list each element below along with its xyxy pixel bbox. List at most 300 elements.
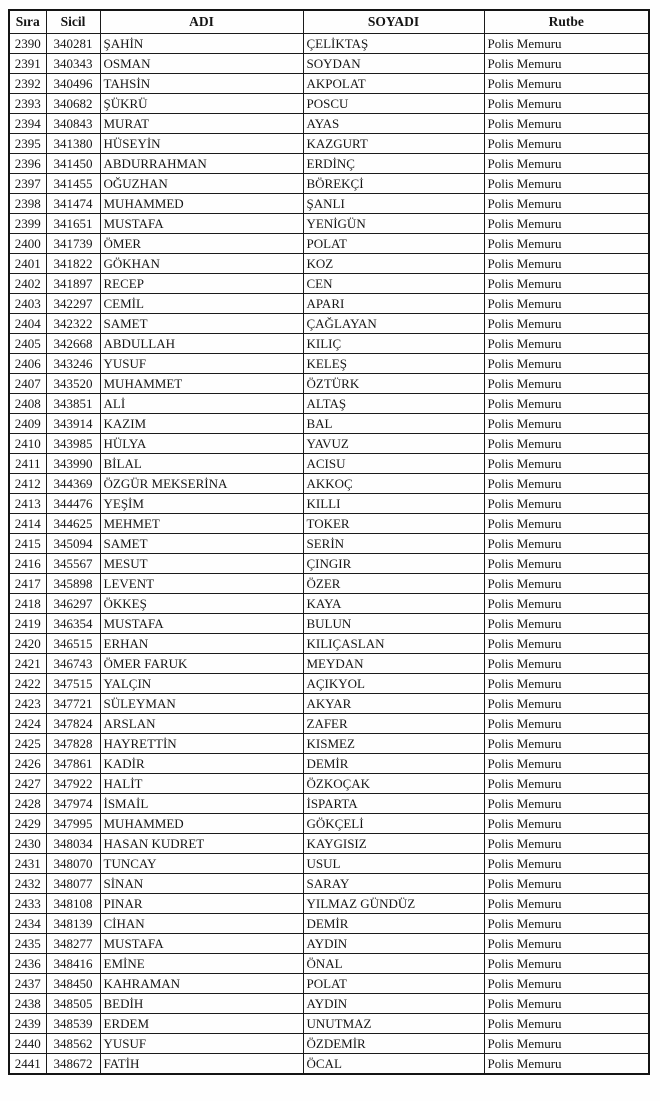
- cell-sira: 2426: [9, 754, 46, 774]
- cell-rutbe: Polis Memuru: [484, 794, 649, 814]
- cell-rutbe: Polis Memuru: [484, 774, 649, 794]
- cell-adi: MUSTAFA: [100, 214, 303, 234]
- cell-rutbe: Polis Memuru: [484, 74, 649, 94]
- table-row: [9, 354, 649, 374]
- table-row: [9, 1054, 649, 1075]
- table-row: [9, 314, 649, 334]
- table-row: [9, 454, 649, 474]
- table-row: [9, 714, 649, 734]
- cell-soyadi: AKPOLAT: [303, 74, 484, 94]
- cell-soyadi: KILIÇ: [303, 334, 484, 354]
- cell-sicil: 344369: [46, 474, 100, 494]
- cell-sira: 2402: [9, 274, 46, 294]
- cell-soyadi: ÇINGIR: [303, 554, 484, 574]
- cell-rutbe: Polis Memuru: [484, 54, 649, 74]
- cell-sicil: 348672: [46, 1054, 100, 1075]
- cell-rutbe: Polis Memuru: [484, 114, 649, 134]
- table-row: [9, 834, 649, 854]
- table-row: [9, 194, 649, 214]
- cell-soyadi: KAYGISIZ: [303, 834, 484, 854]
- cell-adi: MUHAMMET: [100, 374, 303, 394]
- cell-sicil: 344625: [46, 514, 100, 534]
- cell-adi: ŞÜKRÜ: [100, 94, 303, 114]
- cell-adi: MUHAMMED: [100, 194, 303, 214]
- cell-rutbe: Polis Memuru: [484, 994, 649, 1014]
- cell-soyadi: ZAFER: [303, 714, 484, 734]
- cell-soyadi: AÇIKYOL: [303, 674, 484, 694]
- cell-sicil: 346354: [46, 614, 100, 634]
- cell-soyadi: ÖZTÜRK: [303, 374, 484, 394]
- cell-adi: SAMET: [100, 534, 303, 554]
- cell-adi: MEHMET: [100, 514, 303, 534]
- table-row: [9, 1014, 649, 1034]
- cell-soyadi: İSPARTA: [303, 794, 484, 814]
- table-row: [9, 794, 649, 814]
- cell-rutbe: Polis Memuru: [484, 194, 649, 214]
- cell-soyadi: APARI: [303, 294, 484, 314]
- cell-rutbe: Polis Memuru: [484, 594, 649, 614]
- cell-soyadi: SARAY: [303, 874, 484, 894]
- cell-sira: 2398: [9, 194, 46, 214]
- table-row: [9, 414, 649, 434]
- cell-adi: GÖKHAN: [100, 254, 303, 274]
- cell-sicil: 348277: [46, 934, 100, 954]
- cell-rutbe: Polis Memuru: [484, 334, 649, 354]
- cell-rutbe: Polis Memuru: [484, 314, 649, 334]
- cell-rutbe: Polis Memuru: [484, 374, 649, 394]
- column-header-soyadi: SOYADI: [303, 10, 484, 34]
- cell-soyadi: ÖZER: [303, 574, 484, 594]
- table-row: [9, 674, 649, 694]
- cell-soyadi: USUL: [303, 854, 484, 874]
- table-row: [9, 594, 649, 614]
- cell-rutbe: Polis Memuru: [484, 234, 649, 254]
- cell-soyadi: KELEŞ: [303, 354, 484, 374]
- cell-sira: 2400: [9, 234, 46, 254]
- cell-adi: ERHAN: [100, 634, 303, 654]
- cell-soyadi: ÖNAL: [303, 954, 484, 974]
- cell-rutbe: Polis Memuru: [484, 894, 649, 914]
- table-row: [9, 474, 649, 494]
- cell-soyadi: ÇAĞLAYAN: [303, 314, 484, 334]
- table-row: [9, 134, 649, 154]
- cell-soyadi: AKYAR: [303, 694, 484, 714]
- cell-soyadi: YILMAZ GÜNDÜZ: [303, 894, 484, 914]
- cell-sira: 2412: [9, 474, 46, 494]
- cell-rutbe: Polis Memuru: [484, 834, 649, 854]
- cell-soyadi: KILLI: [303, 494, 484, 514]
- cell-adi: ABDULLAH: [100, 334, 303, 354]
- cell-adi: EMİNE: [100, 954, 303, 974]
- cell-adi: CİHAN: [100, 914, 303, 934]
- cell-sira: 2391: [9, 54, 46, 74]
- table-body: [9, 34, 649, 1075]
- cell-soyadi: KAZGURT: [303, 134, 484, 154]
- cell-sira: 2430: [9, 834, 46, 854]
- cell-sicil: 343520: [46, 374, 100, 394]
- table-row: [9, 514, 649, 534]
- cell-soyadi: SERİN: [303, 534, 484, 554]
- cell-sicil: 344476: [46, 494, 100, 514]
- cell-rutbe: Polis Memuru: [484, 814, 649, 834]
- cell-soyadi: ACISU: [303, 454, 484, 474]
- cell-rutbe: Polis Memuru: [484, 914, 649, 934]
- cell-sicil: 346515: [46, 634, 100, 654]
- cell-soyadi: POSCU: [303, 94, 484, 114]
- cell-soyadi: DEMİR: [303, 754, 484, 774]
- cell-sira: 2434: [9, 914, 46, 934]
- cell-soyadi: KILIÇASLAN: [303, 634, 484, 654]
- cell-adi: SÜLEYMAN: [100, 694, 303, 714]
- cell-adi: YEŞİM: [100, 494, 303, 514]
- table-row: [9, 774, 649, 794]
- cell-soyadi: POLAT: [303, 234, 484, 254]
- cell-soyadi: ÇELİKTAŞ: [303, 34, 484, 54]
- cell-rutbe: Polis Memuru: [484, 674, 649, 694]
- cell-soyadi: ERDİNÇ: [303, 154, 484, 174]
- cell-rutbe: Polis Memuru: [484, 274, 649, 294]
- cell-sira: 2437: [9, 974, 46, 994]
- cell-adi: YUSUF: [100, 1034, 303, 1054]
- cell-sira: 2425: [9, 734, 46, 754]
- cell-rutbe: Polis Memuru: [484, 1034, 649, 1054]
- cell-rutbe: Polis Memuru: [484, 614, 649, 634]
- table-row: [9, 734, 649, 754]
- cell-adi: HAYRETTİN: [100, 734, 303, 754]
- cell-soyadi: KOZ: [303, 254, 484, 274]
- cell-sicil: 348450: [46, 974, 100, 994]
- cell-adi: SİNAN: [100, 874, 303, 894]
- cell-soyadi: DEMİR: [303, 914, 484, 934]
- cell-sicil: 341380: [46, 134, 100, 154]
- table-row: [9, 634, 649, 654]
- cell-sicil: 348077: [46, 874, 100, 894]
- cell-adi: OĞUZHAN: [100, 174, 303, 194]
- cell-soyadi: UNUTMAZ: [303, 1014, 484, 1034]
- cell-soyadi: SOYDAN: [303, 54, 484, 74]
- cell-sicil: 346297: [46, 594, 100, 614]
- cell-soyadi: GÖKÇELİ: [303, 814, 484, 834]
- table-row: [9, 994, 649, 1014]
- cell-adi: ABDURRAHMAN: [100, 154, 303, 174]
- cell-rutbe: Polis Memuru: [484, 1054, 649, 1075]
- cell-rutbe: Polis Memuru: [484, 414, 649, 434]
- cell-sicil: 347974: [46, 794, 100, 814]
- cell-rutbe: Polis Memuru: [484, 434, 649, 454]
- table-row: [9, 394, 649, 414]
- cell-adi: ARSLAN: [100, 714, 303, 734]
- cell-adi: MURAT: [100, 114, 303, 134]
- cell-sicil: 345567: [46, 554, 100, 574]
- cell-sira: 2431: [9, 854, 46, 874]
- cell-sicil: 347828: [46, 734, 100, 754]
- cell-sira: 2424: [9, 714, 46, 734]
- cell-sira: 2403: [9, 294, 46, 314]
- table-row: [9, 534, 649, 554]
- table-row: [9, 574, 649, 594]
- table-row: [9, 614, 649, 634]
- table-row: [9, 74, 649, 94]
- cell-sira: 2432: [9, 874, 46, 894]
- cell-rutbe: Polis Memuru: [484, 954, 649, 974]
- cell-sicil: 340281: [46, 34, 100, 54]
- cell-rutbe: Polis Memuru: [484, 154, 649, 174]
- cell-sicil: 341897: [46, 274, 100, 294]
- table-row: [9, 494, 649, 514]
- cell-sicil: 341474: [46, 194, 100, 214]
- cell-sicil: 348034: [46, 834, 100, 854]
- table-row: [9, 94, 649, 114]
- cell-rutbe: Polis Memuru: [484, 654, 649, 674]
- cell-sicil: 343985: [46, 434, 100, 454]
- cell-rutbe: Polis Memuru: [484, 294, 649, 314]
- cell-sicil: 340682: [46, 94, 100, 114]
- cell-rutbe: Polis Memuru: [484, 974, 649, 994]
- cell-sira: 2397: [9, 174, 46, 194]
- table-row: [9, 954, 649, 974]
- cell-rutbe: Polis Memuru: [484, 934, 649, 954]
- cell-soyadi: MEYDAN: [303, 654, 484, 674]
- cell-sira: 2416: [9, 554, 46, 574]
- table-row: [9, 294, 649, 314]
- cell-rutbe: Polis Memuru: [484, 1014, 649, 1034]
- cell-sira: 2410: [9, 434, 46, 454]
- cell-sicil: 346743: [46, 654, 100, 674]
- cell-sira: 2407: [9, 374, 46, 394]
- cell-soyadi: YENİGÜN: [303, 214, 484, 234]
- cell-adi: LEVENT: [100, 574, 303, 594]
- table-row: [9, 654, 649, 674]
- cell-soyadi: AKKOÇ: [303, 474, 484, 494]
- cell-sicil: 342668: [46, 334, 100, 354]
- cell-sira: 2393: [9, 94, 46, 114]
- cell-adi: PINAR: [100, 894, 303, 914]
- cell-sira: 2435: [9, 934, 46, 954]
- cell-adi: HASAN KUDRET: [100, 834, 303, 854]
- cell-soyadi: BAL: [303, 414, 484, 434]
- cell-adi: BİLAL: [100, 454, 303, 474]
- cell-rutbe: Polis Memuru: [484, 494, 649, 514]
- table-row: [9, 914, 649, 934]
- cell-adi: ÖMER FARUK: [100, 654, 303, 674]
- table-row: [9, 154, 649, 174]
- cell-rutbe: Polis Memuru: [484, 694, 649, 714]
- cell-soyadi: BÖREKÇİ: [303, 174, 484, 194]
- cell-sira: 2419: [9, 614, 46, 634]
- table-row: [9, 1034, 649, 1054]
- cell-rutbe: Polis Memuru: [484, 534, 649, 554]
- cell-sira: 2423: [9, 694, 46, 714]
- cell-adi: MESUT: [100, 554, 303, 574]
- cell-rutbe: Polis Memuru: [484, 474, 649, 494]
- cell-adi: SAMET: [100, 314, 303, 334]
- cell-sicil: 342297: [46, 294, 100, 314]
- table-row: [9, 174, 649, 194]
- cell-sira: 2428: [9, 794, 46, 814]
- table-row: [9, 374, 649, 394]
- cell-sira: 2406: [9, 354, 46, 374]
- cell-rutbe: Polis Memuru: [484, 574, 649, 594]
- cell-sicil: 341651: [46, 214, 100, 234]
- cell-sicil: 348139: [46, 914, 100, 934]
- cell-rutbe: Polis Memuru: [484, 754, 649, 774]
- cell-sira: 2390: [9, 34, 46, 54]
- cell-sira: 2438: [9, 994, 46, 1014]
- cell-soyadi: BULUN: [303, 614, 484, 634]
- cell-soyadi: ÖZKOÇAK: [303, 774, 484, 794]
- cell-adi: ALİ: [100, 394, 303, 414]
- cell-sicil: 343914: [46, 414, 100, 434]
- cell-sira: 2418: [9, 594, 46, 614]
- cell-sira: 2395: [9, 134, 46, 154]
- cell-sicil: 343990: [46, 454, 100, 474]
- cell-soyadi: YAVUZ: [303, 434, 484, 454]
- cell-sicil: 347861: [46, 754, 100, 774]
- cell-sira: 2441: [9, 1054, 46, 1075]
- cell-adi: MUSTAFA: [100, 934, 303, 954]
- table-header-row: [9, 10, 649, 34]
- cell-sicil: 340843: [46, 114, 100, 134]
- table-row: [9, 34, 649, 54]
- cell-sira: 2405: [9, 334, 46, 354]
- cell-adi: CEMİL: [100, 294, 303, 314]
- cell-sicil: 340343: [46, 54, 100, 74]
- cell-adi: KAHRAMAN: [100, 974, 303, 994]
- cell-adi: ÖMER: [100, 234, 303, 254]
- cell-adi: ÖKKEŞ: [100, 594, 303, 614]
- cell-sira: 2413: [9, 494, 46, 514]
- table-row: [9, 234, 649, 254]
- cell-sira: 2427: [9, 774, 46, 794]
- table-row: [9, 434, 649, 454]
- cell-adi: YALÇIN: [100, 674, 303, 694]
- cell-sira: 2401: [9, 254, 46, 274]
- table-row: [9, 54, 649, 74]
- cell-sira: 2433: [9, 894, 46, 914]
- column-header-adi: ADI: [100, 10, 303, 34]
- column-header-sicil: Sicil: [46, 10, 100, 34]
- table-row: [9, 894, 649, 914]
- table-row: [9, 554, 649, 574]
- cell-sira: 2408: [9, 394, 46, 414]
- cell-sira: 2411: [9, 454, 46, 474]
- cell-adi: HÜSEYİN: [100, 134, 303, 154]
- cell-sira: 2440: [9, 1034, 46, 1054]
- cell-soyadi: ÖZDEMİR: [303, 1034, 484, 1054]
- cell-sira: 2392: [9, 74, 46, 94]
- cell-rutbe: Polis Memuru: [484, 34, 649, 54]
- cell-sicil: 342322: [46, 314, 100, 334]
- cell-adi: RECEP: [100, 274, 303, 294]
- cell-adi: MUSTAFA: [100, 614, 303, 634]
- cell-sicil: 348539: [46, 1014, 100, 1034]
- cell-sicil: 347995: [46, 814, 100, 834]
- cell-adi: HÜLYA: [100, 434, 303, 454]
- table-row: [9, 874, 649, 894]
- cell-soyadi: CEN: [303, 274, 484, 294]
- cell-soyadi: TOKER: [303, 514, 484, 534]
- table-row: [9, 694, 649, 714]
- cell-sicil: 347515: [46, 674, 100, 694]
- cell-adi: BEDİH: [100, 994, 303, 1014]
- cell-adi: MUHAMMED: [100, 814, 303, 834]
- cell-soyadi: ÖCAL: [303, 1054, 484, 1075]
- cell-rutbe: Polis Memuru: [484, 874, 649, 894]
- cell-adi: ERDEM: [100, 1014, 303, 1034]
- cell-soyadi: POLAT: [303, 974, 484, 994]
- cell-adi: TUNCAY: [100, 854, 303, 874]
- table-row: [9, 274, 649, 294]
- cell-sira: 2414: [9, 514, 46, 534]
- cell-rutbe: Polis Memuru: [484, 94, 649, 114]
- cell-rutbe: Polis Memuru: [484, 454, 649, 474]
- cell-adi: OSMAN: [100, 54, 303, 74]
- cell-sicil: 341450: [46, 154, 100, 174]
- column-header-sira: Sıra: [9, 10, 46, 34]
- cell-sira: 2439: [9, 1014, 46, 1034]
- cell-sira: 2394: [9, 114, 46, 134]
- cell-soyadi: AYDIN: [303, 934, 484, 954]
- cell-rutbe: Polis Memuru: [484, 354, 649, 374]
- column-header-rutbe: Rutbe: [484, 10, 649, 34]
- cell-sicil: 348505: [46, 994, 100, 1014]
- cell-rutbe: Polis Memuru: [484, 254, 649, 274]
- cell-sira: 2436: [9, 954, 46, 974]
- cell-sira: 2409: [9, 414, 46, 434]
- cell-rutbe: Polis Memuru: [484, 174, 649, 194]
- table-row: [9, 214, 649, 234]
- cell-adi: KADİR: [100, 754, 303, 774]
- cell-sira: 2429: [9, 814, 46, 834]
- table-row: [9, 974, 649, 994]
- cell-rutbe: Polis Memuru: [484, 134, 649, 154]
- table-row: [9, 254, 649, 274]
- cell-rutbe: Polis Memuru: [484, 734, 649, 754]
- cell-sira: 2404: [9, 314, 46, 334]
- cell-adi: HALİT: [100, 774, 303, 794]
- cell-sicil: 347721: [46, 694, 100, 714]
- cell-soyadi: AYAS: [303, 114, 484, 134]
- cell-adi: ŞAHİN: [100, 34, 303, 54]
- cell-rutbe: Polis Memuru: [484, 514, 649, 534]
- cell-sira: 2399: [9, 214, 46, 234]
- cell-soyadi: KISMEZ: [303, 734, 484, 754]
- cell-rutbe: Polis Memuru: [484, 854, 649, 874]
- cell-adi: YUSUF: [100, 354, 303, 374]
- table-row: [9, 334, 649, 354]
- cell-sira: 2421: [9, 654, 46, 674]
- cell-adi: KAZIM: [100, 414, 303, 434]
- cell-rutbe: Polis Memuru: [484, 634, 649, 654]
- cell-sicil: 343851: [46, 394, 100, 414]
- cell-soyadi: ALTAŞ: [303, 394, 484, 414]
- table-row: [9, 114, 649, 134]
- cell-sicil: 341739: [46, 234, 100, 254]
- cell-sira: 2420: [9, 634, 46, 654]
- table-row: [9, 754, 649, 774]
- cell-sicil: 348562: [46, 1034, 100, 1054]
- cell-rutbe: Polis Memuru: [484, 714, 649, 734]
- cell-sicil: 348108: [46, 894, 100, 914]
- cell-rutbe: Polis Memuru: [484, 394, 649, 414]
- cell-sira: 2415: [9, 534, 46, 554]
- cell-sicil: 347824: [46, 714, 100, 734]
- cell-adi: ÖZGÜR MEKSERİNA: [100, 474, 303, 494]
- cell-soyadi: AYDIN: [303, 994, 484, 1014]
- cell-adi: İSMAİL: [100, 794, 303, 814]
- table-row: [9, 854, 649, 874]
- cell-sicil: 343246: [46, 354, 100, 374]
